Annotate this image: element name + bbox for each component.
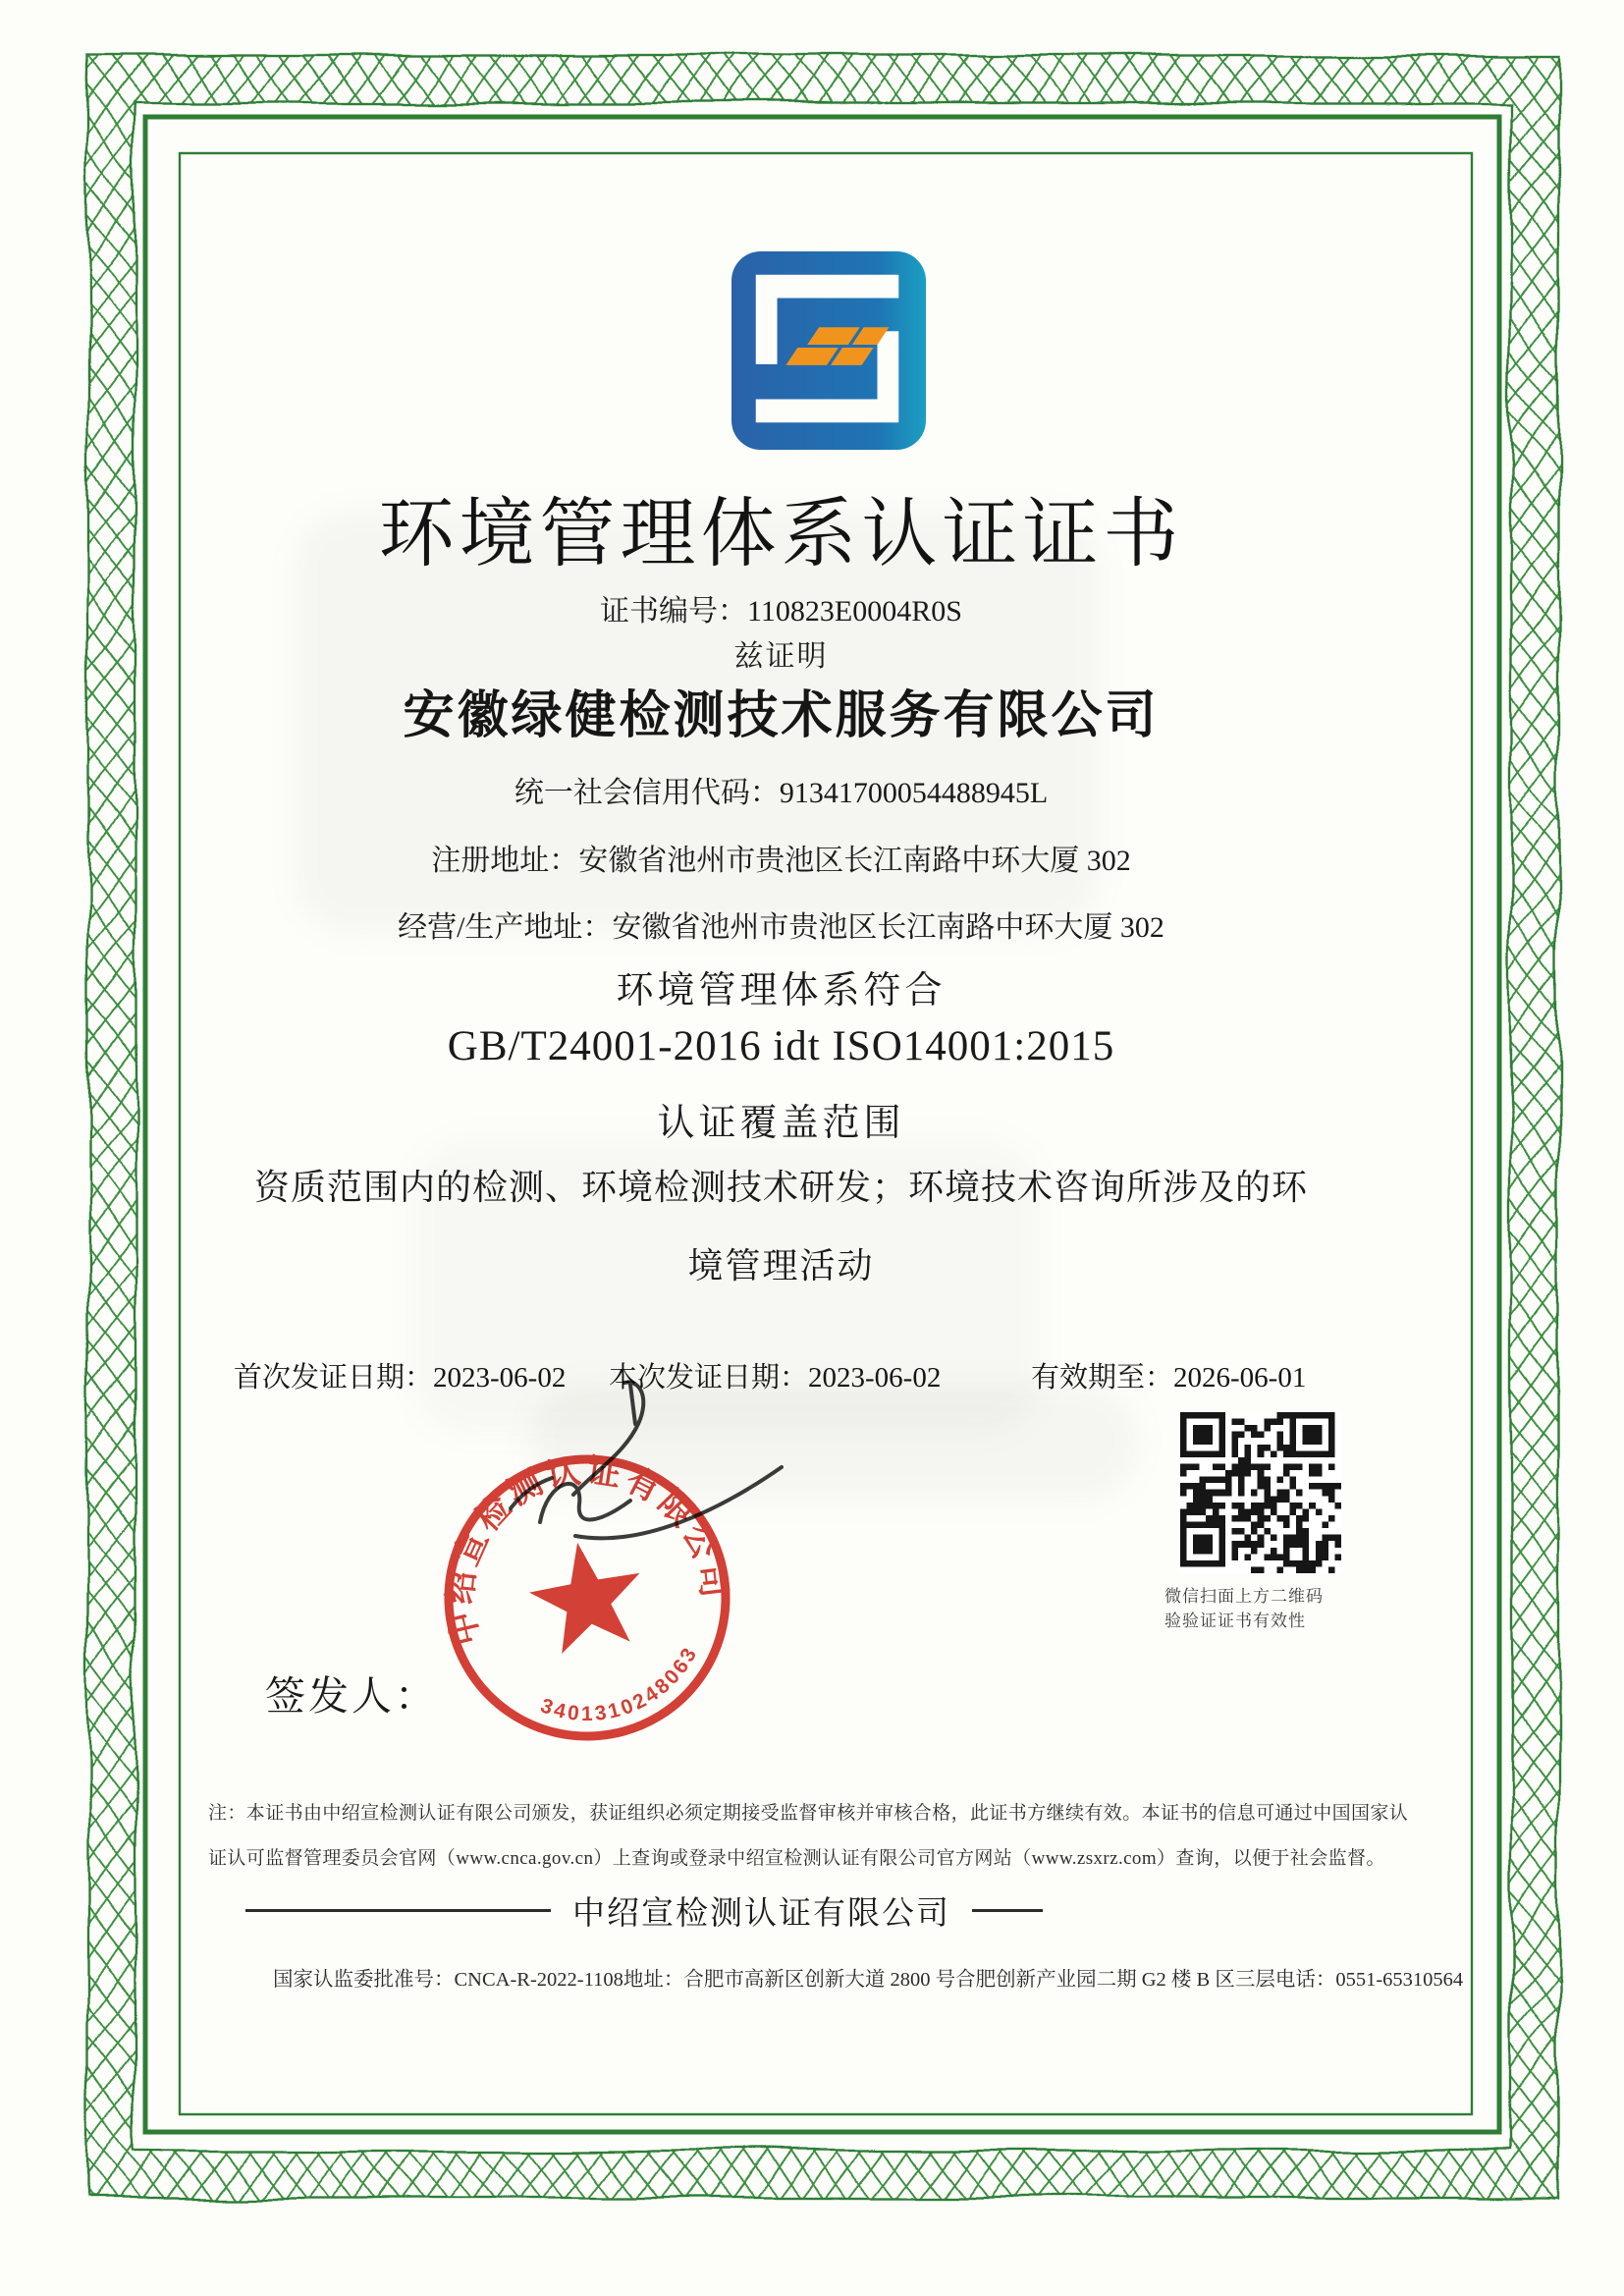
scope-heading: 认证覆盖范围	[657, 1103, 905, 1144]
first-issue-date-value: 2023-06-02	[433, 1362, 567, 1394]
issuing-company-row	[245, 1887, 1043, 1934]
this-issue-date-label: 本次发证日期：	[609, 1362, 809, 1394]
certificate-number-label: 证书编号：	[600, 595, 748, 628]
credit-code-label: 统一社会信用代码：	[514, 777, 780, 809]
qr-code-image	[1180, 1412, 1341, 1573]
registered-address-label: 注册地址：	[431, 845, 579, 877]
company-logo	[731, 251, 926, 450]
scope-text-line2: 境管理活动	[687, 1246, 875, 1285]
valid-until-label: 有效期至：	[1031, 1362, 1174, 1394]
certified-company-name: 安徽绿健检测技术服务有限公司	[403, 688, 1160, 744]
issuer-phone-label: 电话：	[1274, 1969, 1336, 1991]
certificate-title: 环境管理体系认证证书	[378, 492, 1184, 576]
operating-address-row	[180, 902, 1382, 946]
approval-number-value: CNCA-R-2022-1108	[454, 1969, 623, 1991]
seal-number-text: 3401310248063	[537, 1642, 703, 1726]
bottom-info-row	[273, 1962, 1464, 1992]
qr-code	[1180, 1412, 1341, 1573]
issuer-address-value: 合肥市高新区创新大道 2800 号合肥创新产业园二期 G2 楼 B 区三层	[683, 1969, 1275, 1991]
issuer-label: 签发人：	[265, 1673, 438, 1719]
left-rule	[245, 1909, 551, 1912]
certificate-number-value: 110823E0004R0S	[747, 595, 962, 628]
this-issue-date-value: 2023-06-02	[808, 1362, 942, 1394]
approval-number-group	[273, 1962, 623, 1992]
qr-caption-line2: 验验证证书有效性	[1164, 1611, 1306, 1630]
operating-address-value: 安徽省池州市贵池区长江南路中环大厦 302	[612, 911, 1164, 944]
registered-address-value: 安徽省池州市贵池区长江南路中环大厦 302	[578, 845, 1131, 877]
issuer-address-group	[623, 1962, 1275, 1992]
issuer-address-label: 地址：	[623, 1969, 684, 1991]
issuer-phone-value: 0551-65310564	[1335, 1969, 1464, 1991]
operating-address-label: 经营/生产地址：	[398, 911, 613, 944]
registered-address-row	[180, 836, 1382, 879]
credit-code-row	[180, 768, 1382, 811]
issuer-phone-group	[1275, 1962, 1463, 1992]
approval-number-label: 国家认监委批准号：	[273, 1969, 455, 1991]
scope-text-line1: 资质范围内的检测、环境检测技术研发；环境技术咨询所涉及的环	[253, 1168, 1308, 1207]
standard-reference: GB/T24001-2016 idt ISO14001:2015	[447, 1023, 1115, 1069]
svg-text:3401310248063	[529, 1639, 712, 1736]
qr-caption-line1: 微信扫面上方二维码	[1164, 1587, 1324, 1606]
footnote-line1: 注：本证书由中绍宣检测认证有限公司颁发，获证组织必须定期接受监督审核并审核合格，此证书方继续有效。本证书的信息可通过中国国家认	[208, 1803, 1409, 1824]
credit-code-value: 91341700054488945L	[779, 777, 1049, 809]
signature-scribble	[393, 1373, 785, 1579]
issuing-company-name: 中绍宣检测认证有限公司	[572, 1896, 950, 1932]
valid-until-value: 2026-06-01	[1173, 1362, 1307, 1394]
first-issue-date-label: 首次发证日期：	[234, 1362, 434, 1394]
right-rule	[972, 1909, 1043, 1912]
qr-caption	[1164, 1585, 1324, 1633]
seal-company-text: 中绍宣检测认证有限公司	[442, 1452, 732, 1649]
valid-until-row	[1031, 1355, 1306, 1395]
certificate-number-row	[180, 586, 1382, 629]
footnote-line2: 证认可监督管理委员会官网（www.cnca.gov.cn）上查询或登录中绍宣检测认证有限公司官方网站（www.zsxrz.com）查询，以便于社会监督。	[208, 1848, 1385, 1869]
system-conform-heading: 环境管理体系符合	[616, 970, 947, 1011]
declare-text: 兹证明	[733, 640, 829, 673]
